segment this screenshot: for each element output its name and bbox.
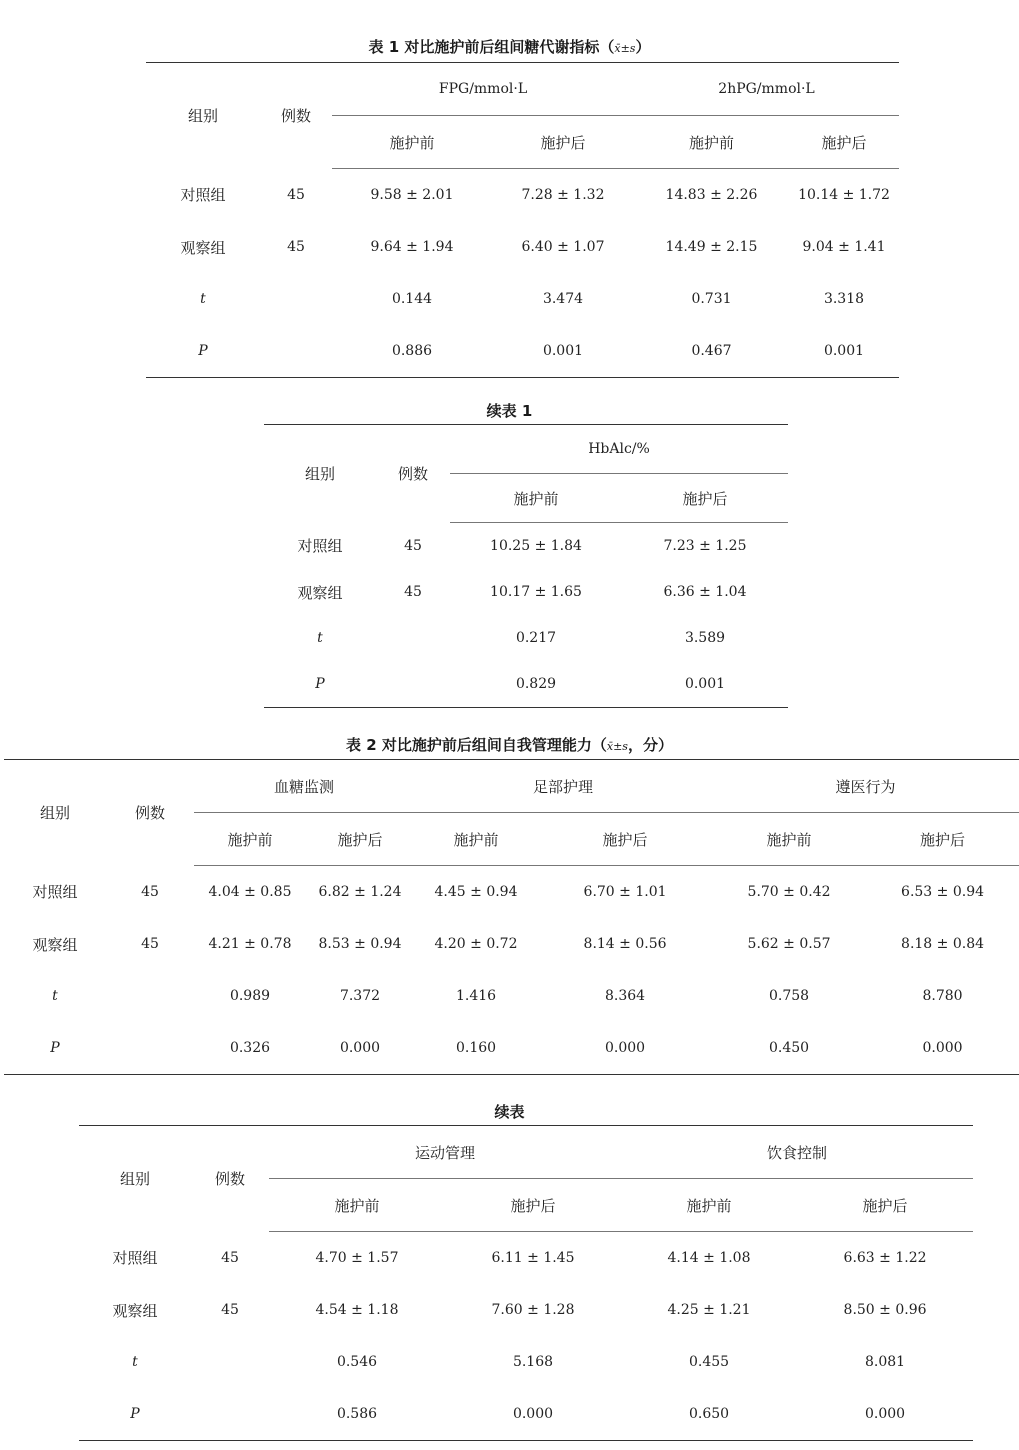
cell: 7.28 ± 1.32 [521,187,605,203]
table-row [146,273,899,325]
row-n [106,1022,194,1075]
row-n: 45 [141,936,159,952]
table-row [146,169,899,222]
cell: 0.455 [688,1354,730,1370]
t1-header-after: 施护后 [789,116,899,169]
cell: 5.62 ± 0.57 [747,936,831,952]
cell: 6.36 ± 1.04 [663,584,747,600]
cell: 6.40 ± 1.07 [521,239,605,255]
t2c-header-n: 例数 [191,1126,269,1232]
row-n [191,1336,269,1388]
t2-header-after: 施护后 [538,813,712,866]
row-n: 45 [141,883,159,900]
table2-title-stat: x̄±s [606,740,628,753]
t2-header-foot-care: 足部护理 [414,760,712,813]
row-n: 45 [221,1302,239,1318]
table-row [264,523,788,570]
table-row [79,1232,973,1285]
table1-title-end: ） [635,38,651,56]
row-label: t [132,1354,138,1370]
cell: 0.217 [515,630,557,646]
table2-title: 表 2 对比施护前后组间自我管理能力（ [346,736,607,754]
cell: 0.326 [194,1022,306,1075]
table1-title: 表 1 对比施护前后组间糖代谢指标（ [368,38,615,56]
cell: 7.23 ± 1.25 [663,538,747,554]
cell: 0.731 [691,291,732,307]
row-label: P [79,1388,191,1441]
cell: 8.081 [864,1354,906,1370]
row-n [106,970,194,1022]
row-n: 45 [287,239,305,255]
t1c-header-group: 组别 [264,425,376,523]
cell: 0.546 [336,1354,378,1370]
table-row [4,918,1019,970]
t2-header-glucose-monitoring: 血糖监测 [194,760,414,813]
table-row [264,615,788,661]
table-row [146,325,899,378]
table-row [264,569,788,615]
cell: 6.53 ± 0.94 [901,884,985,900]
table2 [4,759,1019,1075]
table2-continued [79,1125,973,1441]
row-n [376,615,450,661]
cell: 8.364 [604,988,646,1004]
table-row [4,1022,1019,1075]
row-n: 45 [287,186,305,203]
cell: 0.450 [712,1022,866,1075]
t2c-header-after: 施护后 [445,1179,621,1232]
cell: 0.989 [229,988,271,1004]
t2c-header-exercise: 运动管理 [269,1126,621,1179]
t1-header-fpg: FPG/mmol·L [332,63,634,116]
t1c-header-hba: HbAlc/% [450,425,788,474]
t1c-header-n: 例数 [376,425,450,523]
cell: 1.416 [455,988,497,1004]
t2-header-group: 组别 [4,760,106,866]
table1c-caption: 续表 1 [486,402,533,420]
cell: 4.14 ± 1.08 [667,1250,751,1266]
row-label: 对照组 [297,537,343,556]
row-n [260,273,332,325]
row-label: P [146,325,260,378]
cell: 4.54 ± 1.18 [315,1302,399,1318]
t2-header-before: 施护前 [194,813,306,866]
cell: 0.000 [797,1388,973,1441]
cell: 0.467 [634,325,789,378]
cell: 4.45 ± 0.94 [434,884,518,900]
cell: 6.11 ± 1.45 [491,1250,575,1266]
cell: 0.001 [492,325,634,378]
cell: 8.53 ± 0.94 [318,936,402,952]
cell: 6.70 ± 1.01 [583,884,667,900]
t1-header-hpg: 2hPG/mmol·L [634,63,899,116]
t1-header-before: 施护前 [634,116,789,169]
table1-title-stat: x̄±s [614,42,636,55]
cell: 14.83 ± 2.26 [665,187,758,203]
row-label: P [4,1022,106,1075]
row-n [191,1388,269,1441]
cell: 0.000 [445,1388,621,1441]
t2-header-after: 施护后 [306,813,414,866]
cell: 5.168 [512,1354,554,1370]
table2-title-end: ，分） [627,736,673,754]
row-label: 对照组 [32,883,78,902]
table2c-caption: 续表 [494,1103,525,1121]
cell: 0.144 [391,291,433,307]
row-label: t [200,291,206,307]
table-row [146,221,899,273]
table-row [79,1388,973,1441]
row-label: 观察组 [180,238,226,257]
t2-header-compliance: 遵医行为 [712,760,1019,813]
t2c-header-diet: 饮食控制 [621,1126,973,1179]
t1-header-before: 施护前 [332,116,492,169]
cell: 8.780 [922,988,963,1004]
row-label: 观察组 [32,935,78,954]
cell: 7.60 ± 1.28 [491,1302,575,1318]
row-n: 45 [404,584,422,600]
t2-header-before: 施护前 [712,813,866,866]
cell: 0.829 [450,661,622,708]
table-row [4,970,1019,1022]
cell: 3.318 [823,291,865,307]
cell: 9.64 ± 1.94 [370,239,454,255]
table2-caption [0,734,1019,755]
row-label: 观察组 [112,1301,158,1320]
cell: 0.758 [768,988,810,1004]
table-row [79,1336,973,1388]
t1c-header-before: 施护前 [450,474,622,523]
row-label: t [317,630,323,646]
cell: 0.001 [789,325,899,378]
cell: 8.18 ± 0.84 [901,936,985,952]
cell: 0.160 [414,1022,538,1075]
cell: 8.50 ± 0.96 [843,1302,927,1318]
table-row [79,1284,973,1336]
t2-header-n: 例数 [106,760,194,866]
table-row [264,661,788,708]
t1-header-n: 例数 [260,63,332,169]
row-n: 45 [221,1249,239,1266]
cell: 0.001 [622,661,788,708]
cell: 0.000 [866,1022,1019,1075]
cell: 4.20 ± 0.72 [434,936,518,952]
row-n: 45 [404,537,422,554]
cell: 4.21 ± 0.78 [208,936,292,952]
table-row [4,866,1019,919]
cell: 8.14 ± 0.56 [583,936,667,952]
table1-caption [0,36,1019,57]
cell: 5.70 ± 0.42 [747,884,831,900]
cell: 6.63 ± 1.22 [843,1250,927,1266]
cell: 10.25 ± 1.84 [490,538,582,554]
table1-continued [264,424,788,708]
row-n [376,661,450,708]
row-label: 对照组 [180,186,226,205]
cell: 14.49 ± 2.15 [665,239,758,255]
t1-header-group: 组别 [146,63,260,169]
t2c-header-before: 施护前 [621,1179,797,1232]
row-n [260,325,332,378]
t2c-header-before: 施护前 [269,1179,445,1232]
cell: 3.474 [542,291,584,307]
cell: 7.372 [339,988,381,1004]
t2c-header-group: 组别 [79,1126,191,1232]
t1-header-after: 施护后 [492,116,634,169]
cell: 9.58 ± 2.01 [370,187,454,203]
cell: 3.589 [684,630,726,646]
cell: 10.17 ± 1.65 [490,584,582,600]
cell: 0.000 [306,1022,414,1075]
t1c-header-after: 施护后 [622,474,788,523]
cell: 0.886 [332,325,492,378]
cell: 4.04 ± 0.85 [208,884,292,900]
cell: 4.25 ± 1.21 [667,1302,751,1318]
cell: 0.000 [538,1022,712,1075]
t2c-header-after: 施护后 [797,1179,973,1232]
cell: 4.70 ± 1.57 [315,1250,399,1266]
cell: 10.14 ± 1.72 [798,187,890,203]
row-label: P [264,661,376,708]
row-label: 观察组 [297,583,343,602]
cell: 0.650 [621,1388,797,1441]
cell: 6.82 ± 1.24 [318,884,402,900]
t2-header-after: 施护后 [866,813,1019,866]
t2-header-before: 施护前 [414,813,538,866]
cell: 9.04 ± 1.41 [802,239,886,255]
table1 [146,62,899,378]
cell: 0.586 [269,1388,445,1441]
row-label: 对照组 [112,1249,158,1268]
row-label: t [52,988,58,1004]
